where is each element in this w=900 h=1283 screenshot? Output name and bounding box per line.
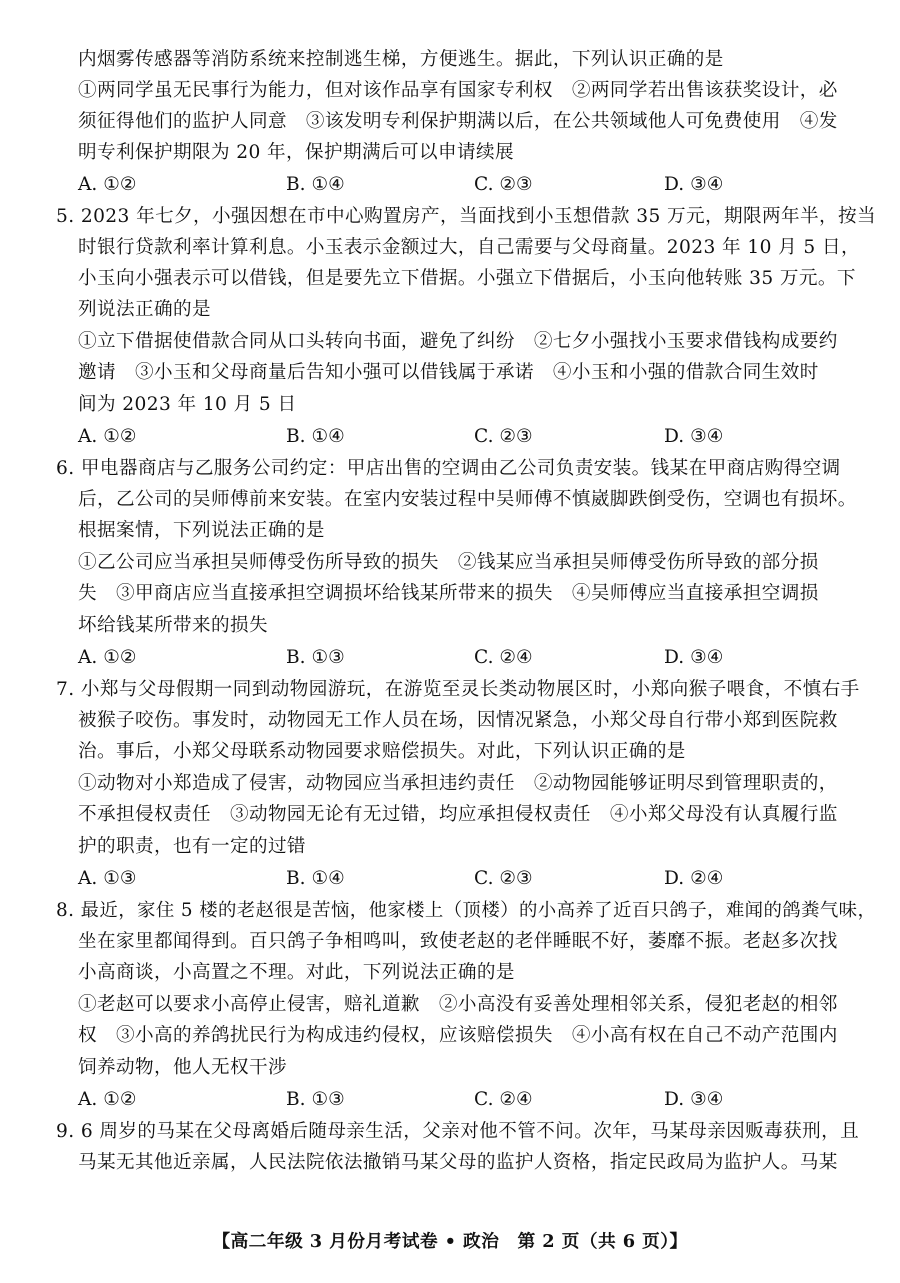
q6-statement-line: 失 ③甲商店应当直接承担空调损坏给钱某所带来的损失 ④吴师傅应当直接承担空调损 (78, 583, 819, 604)
q5-statement-line: 间为 2023 年 10 月 5 日 (78, 394, 297, 415)
q7-statement-line: 护的职责，也有一定的过错 (78, 836, 306, 857)
option-a: A. ①② (78, 426, 137, 447)
option-d: D. ③④ (664, 426, 724, 447)
option-d: D. ③④ (664, 174, 724, 195)
q5-stem-line: 列说法正确的是 (78, 299, 211, 320)
option-c: C. ②③ (474, 426, 533, 447)
q8-statement-line: 饲养动物，他人无权干涉 (78, 1057, 287, 1078)
option-a: A. ①② (78, 1089, 137, 1110)
q5-stem-line: 小玉向小强表示可以借钱，但是要先立下借据。小强立下借据后，小玉向他转账 35 万元。下 (78, 268, 856, 289)
q4-text-line: 内烟雾传感器等消防系统来控制逃生梯，方便逃生。据此，下列认识正确的是 (78, 49, 724, 70)
option-d: D. ②④ (664, 868, 724, 889)
option-a: A. ①② (78, 174, 137, 195)
q6-stem-line: 后，乙公司的吴师傅前来安装。在室内安装过程中吴师傅不慎崴脚跌倒受伤，空调也有损坏。 (78, 489, 857, 510)
q9-stem-line: 9. 6 周岁的马某在父母离婚后随母亲生活，父亲对他不管不问。次年，马某母亲因贩毒获刑，且 (56, 1121, 860, 1142)
q4-options (78, 171, 858, 199)
q6-stem-line: 根据案情，下列说法正确的是 (78, 520, 325, 541)
q7-stem-line: 治。事后，小郑父母联系动物园要求赔偿损失。对此，下列认识正确的是 (78, 741, 686, 762)
option-b: B. ①④ (286, 426, 345, 447)
q6-statement-line: 坏给钱某所带来的损失 (78, 615, 268, 636)
q7-options (78, 865, 858, 893)
q8-statement-line: ①老赵可以要求小高停止侵害，赔礼道歉 ②小高没有妥善处理相邻关系，侵犯老赵的相邻 (78, 994, 838, 1015)
q5-statement-line: ①立下借据使借款合同从口头转向书面，避免了纠纷 ②七夕小强找小玉要求借钱构成要约 (78, 331, 838, 352)
option-b: B. ①③ (286, 647, 345, 668)
q9-stem-line: 马某无其他近亲属，人民法院依法撤销马某父母的监护人资格，指定民政局为监护人。马某 (78, 1152, 838, 1173)
q7-statement-line: 不承担侵权责任 ③动物园无论有无过错，均应承担侵权责任 ④小郑父母没有认真履行监 (78, 804, 838, 825)
option-c: C. ②③ (474, 868, 533, 889)
option-b: B. ①④ (286, 174, 345, 195)
option-a: A. ①③ (78, 868, 137, 889)
q7-statement-line: ①动物对小郑造成了侵害，动物园应当承担违约责任 ②动物园能够证明尽到管理职责的， (78, 773, 838, 794)
option-c: C. ②④ (474, 647, 533, 668)
q5-statement-line: 邀请 ③小玉和父母商量后告知小强可以借钱属于承诺 ④小玉和小强的借款合同生效时 (78, 362, 819, 383)
q4-statement-line: 须征得他们的监护人同意 ③该发明专利保护期满以后，在公共领域他人可免费使用 ④发 (78, 111, 838, 132)
option-b: B. ①③ (286, 1089, 345, 1110)
q5-stem-line: 时银行贷款利率计算利息。小玉表示金额过大，自己需要与父母商量。2023 年 10 月 5 日， (78, 237, 860, 258)
q6-stem-line: 6. 甲电器商店与乙服务公司约定：甲店出售的空调由乙公司负责安装。钱某在甲商店购得空调 (56, 458, 841, 479)
q8-options (78, 1086, 858, 1114)
q8-stem-line: 坐在家里都闻得到。百只鸽子争相鸣叫，致使老赵的老伴睡眠不好，萎靡不振。老赵多次找 (78, 931, 838, 952)
q7-stem-line: 被猴子咬伤。事发时，动物园无工作人员在场，因情况紧急，小郑父母自行带小郑到医院救 (78, 710, 838, 731)
option-d: D. ③④ (664, 1089, 724, 1110)
q4-statement-line: 明专利保护期限为 20 年，保护期满后可以申请续展 (78, 142, 514, 163)
q5-options (78, 423, 858, 451)
page-footer: 【高二年级 3 月份月考试卷 • 政治 第 2 页（共 6 页）】 (212, 1231, 688, 1252)
option-c: C. ②④ (474, 1089, 533, 1110)
q8-stem-line: 小高商谈，小高置之不理。对此，下列说法正确的是 (78, 962, 515, 983)
option-a: A. ①② (78, 647, 137, 668)
q7-stem-line: 7. 小郑与父母假期一同到动物园游玩，在游览至灵长类动物展区时，小郑向猴子喂食，不慎右手 (56, 679, 860, 700)
option-b: B. ①④ (286, 868, 345, 889)
q8-stem-line: 8. 最近，家住 5 楼的老赵很是苦恼，他家楼上（顶楼）的小高养了近百只鸽子，难闻的鸽粪气味， (56, 900, 877, 921)
q5-stem-line: 5. 2023 年七夕，小强因想在市中心购置房产，当面找到小玉想借款 35 万元，期限两年半，按当 (56, 206, 876, 227)
option-d: D. ③④ (664, 647, 724, 668)
q6-options (78, 644, 858, 672)
q4-statement-line: ①两同学虽无民事行为能力，但对该作品享有国家专利权 ②两同学若出售该获奖设计，必 (78, 80, 838, 101)
q6-statement-line: ①乙公司应当承担吴师傅受伤所导致的损失 ②钱某应当承担吴师傅受伤所导致的部分损 (78, 552, 819, 573)
q8-statement-line: 权 ③小高的养鸽扰民行为构成违约侵权，应该赔偿损失 ④小高有权在自己不动产范围内 (78, 1025, 838, 1046)
option-c: C. ②③ (474, 174, 533, 195)
